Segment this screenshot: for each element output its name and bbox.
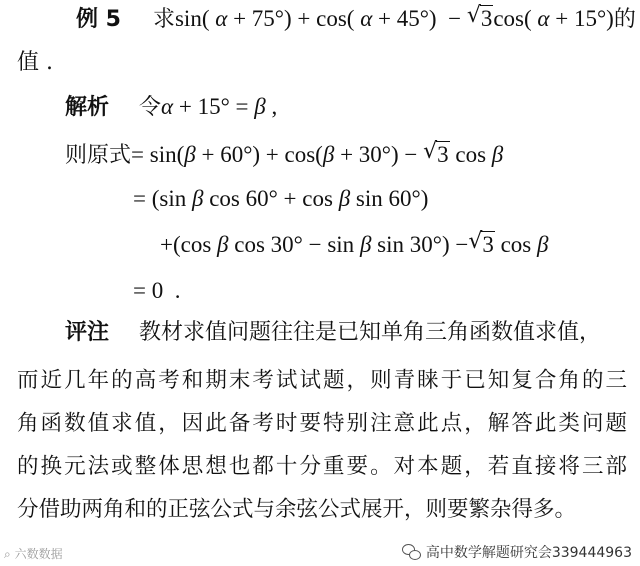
camera-icon: ⌕ — [4, 547, 11, 561]
example-expression: sin( α + 75°) + cos( α + 45°) − √ 3cos( α + 15°) — [174, 3, 614, 31]
example-prefix: 求 — [152, 7, 175, 32]
derivation-step-4: = 0 . — [133, 278, 181, 303]
wechat-icon — [402, 544, 422, 560]
analysis-line — [65, 92, 277, 123]
comment-label: 评注 — [65, 320, 110, 345]
derivation-step-1 — [65, 140, 503, 171]
comment-text-2: 而近几年的高考和期末考试试题，则青睐于已知复合角的三 — [17, 368, 627, 393]
footer-source — [4, 545, 63, 562]
example-line-2: 值 . — [17, 50, 53, 75]
example-label: 例 5 — [76, 7, 121, 32]
derivation-lead: 则原式 — [65, 143, 132, 168]
example-line-1 — [76, 4, 636, 35]
comment-text-5: 分借助两角和的正弦公式与余弦公式展开，则要繁杂得多。 — [17, 497, 577, 522]
comment-text-1: 教材求值问题往往是已知单角三角函数值求值， — [139, 320, 602, 345]
substitution-prefix: 令 — [139, 95, 162, 120]
footer-source-text: 六数数据 — [14, 547, 63, 561]
comment-text-3: 角函数值求值，因此备考时要特别注意此点，解答此类问题 — [17, 411, 627, 436]
comment-line-1 — [65, 318, 601, 348]
watermark — [402, 542, 632, 562]
derivation-expression-1: = sin(β + 60°) + cos(β + 30°) − √ 3 cos β — [131, 139, 504, 167]
analysis-label: 解析 — [65, 95, 110, 120]
watermark-text: 高中数学解题研究会339444963 — [425, 545, 632, 561]
example-suffix: 的 — [613, 7, 636, 32]
substitution-expression: α + 15° = β , — [161, 94, 278, 119]
derivation-step-2: = (sin β cos 60° + cos β sin 60°) — [133, 186, 429, 211]
derivation-step-3: +(cos β cos 30° − sin β sin 30°) − √ 3 cos β — [160, 229, 549, 257]
comment-text-4: 的换元法或整体思想也都十分重要。对本题，若直接将三部 — [17, 454, 627, 479]
